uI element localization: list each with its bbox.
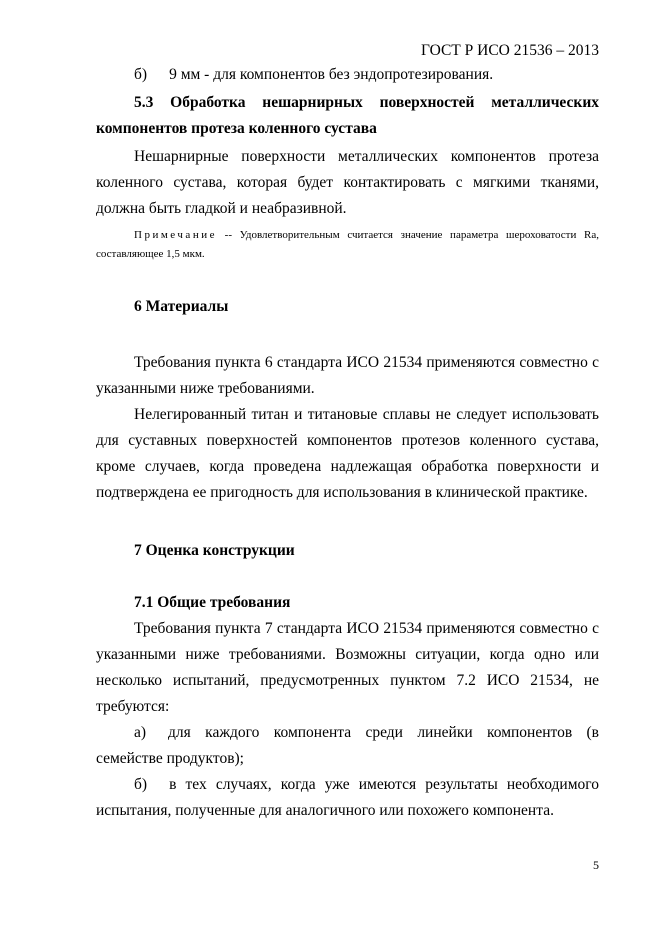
document-header: ГОСТ Р ИСО 21536 – 2013 — [421, 42, 599, 59]
note-text: -- Удовлетворительным считается значение параметра шероховатости Ra, составляющее 1,5 мкм. — [96, 229, 599, 260]
list-item-b — [96, 62, 599, 88]
section-7-heading: 7 Оценка конструкции — [134, 542, 295, 559]
paragraph: Требования пункта 7 стандарта ИСО 21534 применяются совместно с указанными ниже требованиями. Возможны ситуации, когда одно или несколько испытаний, предусмотренных пунктом 7.2 ИСО 21534, не требуются: — [96, 620, 599, 715]
list-text: 9 мм - для компонентов без эндопротезирования. — [169, 66, 494, 83]
section-7-1-heading: 7.1 Общие требования — [134, 594, 291, 611]
list-marker: б) — [134, 66, 148, 83]
section-6-heading: 6 Материалы — [134, 298, 229, 315]
paragraph: Требования пункта 6 стандарта ИСО 21534 применяются совместно с указанными ниже требованиями. — [96, 354, 599, 397]
list-marker: б) — [134, 776, 148, 793]
section-5-3-heading — [96, 90, 599, 116]
paragraph: Нелегированный титан и титановые сплавы не следует использовать для суставных поверхностей компонентов протезов коленного сустава, кроме случаев, когда проведена надлежащая обработка поверхности и подтверждена ее пригодность для использования в клинической практике. — [96, 406, 599, 501]
note — [96, 226, 599, 264]
list-text: в тех случаях, когда уже имеются результаты необходимого испытания, полученные для аналогичного или похожего компонента. — [96, 776, 599, 819]
page-number: 5 — [593, 858, 599, 872]
list-text: для каждого компонента среди линейки компонентов (в семействе продуктов); — [96, 724, 599, 767]
section-number: 5.3 — [134, 94, 154, 111]
page-content — [96, 62, 599, 824]
note-label: Примечание — [134, 229, 217, 241]
list-marker: а) — [134, 724, 147, 741]
section-title-line1: Обработка нешарнирных поверхностей металлических — [170, 94, 599, 111]
section-5-3-heading-cont: компонентов протеза коленного сустава — [96, 120, 377, 137]
paragraph: Нешарнирные поверхности металлических компонентов протеза коленного сустава, которая будет контактировать с мягкими тканями, должна быть гладкой и неабразивной. — [96, 148, 599, 217]
list-item-a — [96, 720, 599, 772]
list-item-b — [96, 772, 599, 824]
